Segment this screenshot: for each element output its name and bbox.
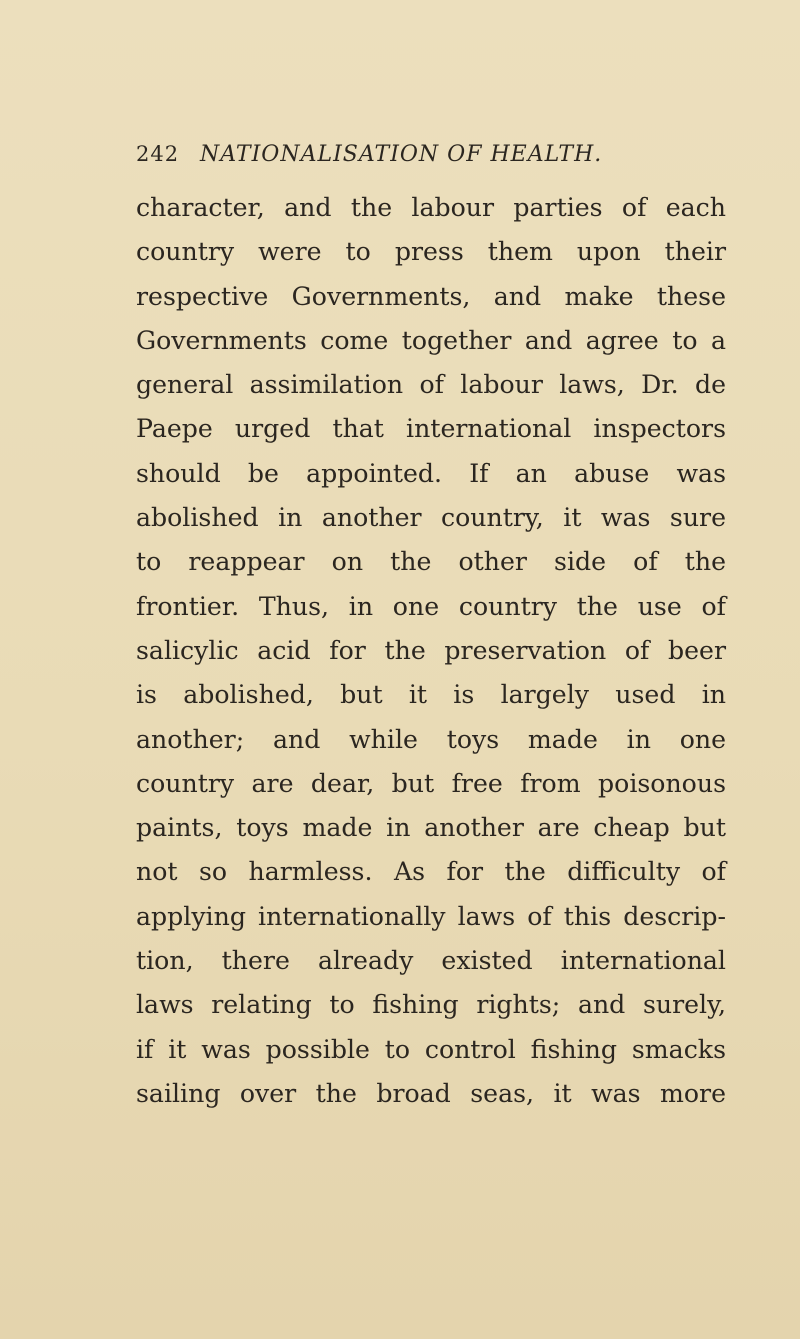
- text-line: applying internationally laws of this descrip-: [136, 901, 726, 931]
- text-line: sailing over the broad seas, it was more: [136, 1078, 726, 1108]
- text-line: not so harmless. As for the difficulty of: [136, 857, 726, 887]
- text-line: character, and the labour parties of each: [136, 193, 726, 222]
- text-line: should be appointed. If an abuse was: [136, 458, 726, 488]
- text-line: another; and while toys made in one: [136, 724, 726, 754]
- page-number: 242: [136, 142, 180, 166]
- running-head: [136, 142, 696, 172]
- text-line: tion, there already existed international: [136, 946, 726, 976]
- text-line: paints, toys made in another are cheap but: [136, 813, 726, 843]
- text-line: salicylic acid for the preservation of beer: [136, 635, 726, 665]
- text-line: Governments come together and agree to a: [136, 325, 726, 355]
- text-line: abolished in another country, it was sure: [136, 503, 726, 533]
- text-line: Paepe urged that international inspectors: [136, 414, 726, 444]
- text-line: if it was possible to control fishing smacks: [136, 1034, 726, 1064]
- text-line: country are dear, but free from poisonous: [136, 768, 726, 798]
- text-line: is abolished, but it is largely used in: [136, 680, 726, 710]
- text-line: general assimilation of labour laws, Dr. de: [136, 370, 726, 400]
- text-line: respective Governments, and make these: [136, 281, 726, 311]
- body-text: [136, 186, 726, 1116]
- running-title: NATIONALISATION OF HEALTH.: [200, 142, 603, 167]
- text-line: to reappear on the other side of the: [136, 547, 726, 577]
- text-line: laws relating to fishing rights; and surely,: [136, 990, 726, 1020]
- text-line: country were to press them upon their: [136, 237, 726, 267]
- text-line: frontier. Thus, in one country the use of: [136, 591, 726, 621]
